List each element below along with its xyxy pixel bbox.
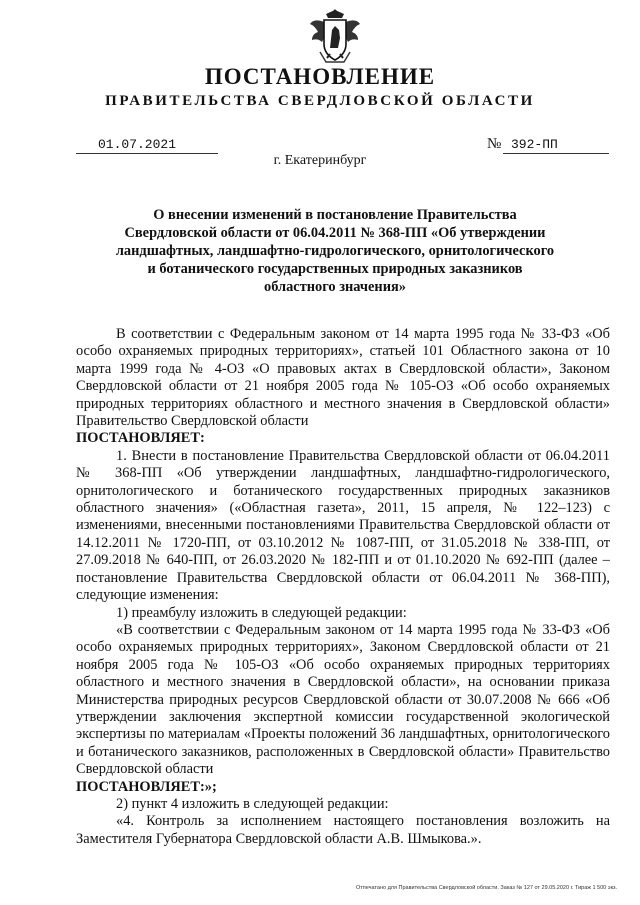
document-heading: О внесении изменений в постановление Правительства Свердловской области от 06.04.2011 № 368-ПП «Об утверждении ландшафтных, ландшафтно-гидрологического, орнитологического и ботанического государственных природных заказников областного значения» bbox=[115, 207, 555, 295]
city: г. Екатеринбург bbox=[273, 153, 367, 168]
paragraph-new-preamble: «В соответствии с Федеральным законом от 14 марта 1995 года № 33-ФЗ «Об особо охраняемых природных территориях», Законом Свердловской области от 21 ноября 2005 года № 105-ОЗ «Об особо охраняемых природных территориях областного и местного значения в Свердловской области», на основании приказа Министерства природных ресурсов Свердловской области от 30.07.2008 № 666 «Об утверждении заключения экспертной комиссии государственной экологической экспертизы по материалам «Проекты положений 36 ландшафтных, орнитологического и ботанического заказников, расположенных в Свердловской области» Правительство Свердловской области bbox=[76, 621, 610, 778]
paragraph-subitem-2: 2) пункт 4 изложить в следующей редакции: bbox=[116, 795, 389, 812]
paragraph-new-item-4: «4. Контроль за исполнением настоящего постановления возложить на Заместителя Губернатора Свердловской области А.В. Шмыкова.». bbox=[76, 813, 610, 847]
document-title: ПОСТАНОВЛЕНИЕ bbox=[204, 64, 436, 89]
print-footer: Отпечатано для Правительства Свердловской области. Заказ № 127 от 29.05.2020 г. Тираж 1 500 экз. bbox=[356, 885, 618, 891]
paragraph-preamble: В соответствии с Федеральным законом от 14 марта 1995 года № 33-ФЗ «Об особо охраняемых природных территориях», статьей 101 Областного закона от 10 марта 1999 года № 4-ОЗ «О правовых актах в Свердловской области», Законом Свердловской области от 21 ноября 2005 года № 105-ОЗ «Об особо охраняемых природных территориях областного и местного значения в Свердловской области» Правительство Свердловской области bbox=[76, 326, 610, 430]
coat-of-arms-icon bbox=[306, 8, 364, 66]
paragraph-resolves: ПОСТАНОВЛЯЕТ: bbox=[76, 430, 205, 447]
document-subtitle: ПРАВИТЕЛЬСТВА СВЕРДЛОВСКОЙ ОБЛАСТИ bbox=[105, 93, 535, 109]
document-body bbox=[76, 326, 610, 848]
document-date: 01.07.2021 bbox=[76, 136, 218, 154]
paragraph-item-1: 1. Внести в постановление Правительства Свердловской области от 06.04.2011 № 368-ПП «Об утверждении ландшафтных, ландшафтно-гидрологического, орнитологического и ботанического государственных природных заказников областного значения» («Областная газета», 2011, 15 апреля, № 122–123) с изменениями, внесенными постановлениями Правительства Свердловской области от 14.12.2011 № 1720-ПП, от 03.10.2012 № 1087-ПП, от 31.05.2018 № 338-ПП, от 27.09.2018 № 640-ПП, от 26.03.2020 № 182-ПП и от 01.10.2020 № 692-ПП (далее – постановление Правительства Свердловской области от 06.04.2011 № 368-ПП), следующие изменения: bbox=[76, 447, 610, 604]
paragraph-resolves-quoted: ПОСТАНОВЛЯЕТ:»; bbox=[76, 778, 217, 795]
paragraph-subitem-1: 1) преамбулу изложить в следующей редакции: bbox=[116, 604, 407, 621]
number-label: № bbox=[487, 136, 502, 152]
document-number: 392-ПП bbox=[503, 136, 609, 154]
